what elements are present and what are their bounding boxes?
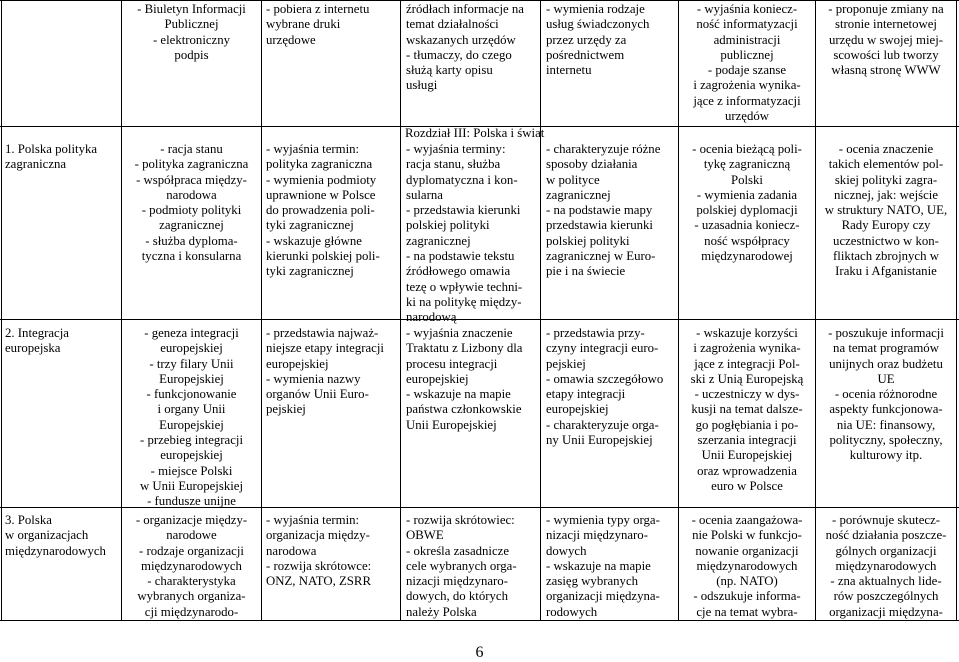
row3-extended-requirements [406,513,540,620]
row2-basic-requirements [266,326,400,418]
row1-extended-line: ki na politykę między- [406,294,522,309]
row1-basic-line: - wymienia podmioty [266,172,377,187]
row1-excellent-line: - ocenia znaczenie [838,142,934,156]
row2-very-good-line: jące z integracji Pol- [694,356,800,371]
row3-very-good-line: nie Polski w funkcjo- [692,528,802,543]
row2-content-line: - geneza integracji [144,326,239,340]
row0-very-good-line: publicznej [720,47,774,62]
row2-content-line: europejskiej [160,341,223,356]
row0-extended-line: wskazanych urzędów [406,32,516,47]
row2-excellent-requirements [816,326,956,464]
row2-excellent-line: - ocenia różnorodne [834,387,938,402]
row2-very-good-line: szerzania integracji [697,433,797,448]
row0-good-line: przez urzędy za [546,32,627,47]
row0-basic-requirements [266,2,400,48]
row1-excellent-line: nicznej, jak: wejście [833,187,939,202]
row1-good-requirements [546,142,678,280]
row0-extended-line: służą karty opisu [406,63,493,78]
row2-extended-line: Traktatu z Lizbony dla [406,341,523,356]
row2-excellent-line: polityczny, społeczny, [829,433,943,448]
row3-content-col [122,513,261,620]
row3-excellent-line: ność działania poszcze- [825,528,947,543]
row0-excellent-line: własną stronę WWW [831,63,941,78]
row1-content-line: - podmioty polityki [141,203,242,218]
row1-very-good-line: Polski [730,172,763,187]
row0-good-line: - wymienia rodzaje [546,2,645,16]
row0-content-line: - elektroniczny [152,32,231,47]
row0-excellent-line: - proponuje zmiany na [828,2,944,16]
row2-excellent-line: aspekty funkcjonowa- [829,402,943,417]
row2-content-line: - miejsce Polski [150,463,233,478]
row1-excellent-requirements [816,142,956,280]
row2-very-good-line: kusji na temat dalsze- [691,402,803,417]
row1-extended-line: polskiej polityki [406,218,490,233]
row2-good-line: ny Unii Europejskiej [546,433,653,448]
table-border-top [0,0,959,1]
row1-content-line: zagranicznej [159,218,224,233]
row0-basic-line: wybrane druki [266,17,341,32]
row0-content-line: podpis [174,47,209,62]
row2-very-good-line: go pogłębiania i po- [695,417,799,432]
row2-content-line: - funkcjonowanie [146,387,237,402]
row3-good-requirements [546,513,678,620]
row3-content-line: cji międzynarodo- [144,604,239,619]
row1-very-good-line: ność współpracy [704,233,790,248]
row0-very-good-line: ność informatyzacji [696,17,798,32]
row3-content-line: - organizacje między- [135,513,248,527]
row3-extended-line: należy Polska [406,604,477,619]
row3-very-good-line: - ocenia zaangażowa- [691,513,803,527]
row1-very-good-line: - wymienia zadania [696,187,798,202]
row2-extended-line: - wyjaśnia znaczenie [406,326,513,340]
row3-extended-line: OBWE [406,528,444,543]
row2-content-line: Europejskiej [159,371,224,386]
row2-basic-line: - przedstawia najważ- [266,326,379,340]
row1-very-good-requirements [679,142,815,264]
row0-basic-line: - pobiera z internetu [266,2,370,16]
row2-content-line: europejskiej [160,448,223,463]
row1-basic-line: - wyjaśnia termin: [266,142,360,156]
row0-very-good-line: - podaje szanse [707,63,787,78]
row3-good-line: dowych [546,543,587,558]
row1-excellent-line: takich elementów pol- [828,157,944,172]
row1-basic-line: tyki zagranicznej [266,264,354,279]
row2-extended-line: Unii Europejskiej [406,417,497,432]
row0-content-col [122,2,261,63]
row1-good-line: polskiej polityki [546,233,630,248]
row1-content-line: - współpraca między- [136,172,247,187]
row3-good-line: nizacji międzynaro- [546,528,648,543]
row0-content-line: - Biuletyn Informacji [137,2,246,16]
row1-very-good-line: polskiej dyplomacji [696,203,798,218]
row0-very-good-line: urzędów [724,109,770,124]
row3-excellent-line: międzynarodowych [835,558,937,573]
row3-excellent-requirements [816,513,956,620]
row3-content-line: - charakterystyka [147,574,236,589]
row2-good-line: europejskiej [546,402,609,417]
row2-content-col [122,326,261,510]
row2-good-line: - charakteryzuje orga- [546,417,659,432]
topic-line: 3. Polska [5,513,52,527]
page-number: 6 [475,644,484,661]
row2-very-good-line: oraz wprowadzenia [697,463,797,478]
row1-extended-line: źródłowego omawia [406,264,511,279]
row3-content-line: międzynarodowych [141,558,242,573]
row3-excellent-line: organizacji międzyna- [829,604,943,619]
row3-extended-line: dowych, do których [406,589,509,604]
row1-good-line: zagranicznej [546,187,611,202]
row1-good-line: - charakteryzuje różne [546,142,661,156]
row3-content-line: - rodzaje organizacji [139,543,244,558]
row1-content-col [122,142,261,264]
row1-excellent-line: w struktury NATO, UE, [824,203,948,218]
row1-basic-line: do prowadzenia poli- [266,203,375,218]
row0-very-good-line: jące z informatyzacji [693,93,801,108]
table-border-col5 [540,0,541,621]
row2-extended-line: - wskazuje na mapie [406,387,511,402]
row2-basic-line: pejskiej [266,402,306,417]
topic-1 [5,142,121,173]
row3-good-line: rodowych [546,604,598,619]
row0-extended-line: źródłach informacje na [406,2,524,16]
row1-extended-line: - wyjaśnia terminy: [406,142,506,156]
row1-content-line: - racja stanu [160,142,223,156]
row2-good-line: - przedstawia przy- [546,326,645,340]
row2-excellent-line: kulturowy itp. [849,448,923,463]
table-border-bottom [0,620,959,621]
row2-excellent-line: nia UE: finansowy, [836,417,936,432]
row3-extended-line: - rozwija skrótowiec: [406,513,515,527]
row3-very-good-line: nowanie organizacji [695,543,799,558]
row3-excellent-line: - zna aktualnych lide- [830,574,942,589]
row3-basic-line: narodowa [266,543,317,558]
row1-extended-line: dyplomatyczna i kon- [406,172,518,187]
row2-very-good-line: - wskazuje korzyści [696,326,798,340]
row2-good-line: - omawia szczegółowo [546,371,664,386]
topic-line: międzynarodowych [5,543,106,558]
row2-very-good-requirements [679,326,815,494]
row0-good-line: internetu [546,63,592,78]
topic-line: zagraniczna [5,157,67,172]
row2-very-good-line: Unii Europejskiej [701,448,793,463]
row1-basic-line: - wskazuje główne [266,233,362,248]
row3-very-good-requirements [679,513,815,620]
row3-very-good-line: (np. NATO) [716,574,778,589]
row3-basic-requirements [266,513,400,589]
row1-excellent-line: uczestnictwo w kon- [833,233,939,248]
row1-basic-line: kierunki polskiej poli- [266,249,380,264]
section-heading-text: Rozdział III: Polska i świat [405,126,545,140]
row0-extended-requirements [406,2,540,94]
row1-excellent-line: Iraku i Afganistanie [835,264,937,279]
row1-extended-line: narodową [406,310,457,325]
row2-basic-line: niejsze etapy integracji [266,341,384,356]
row1-basic-line: uprawnione w Polsce [266,187,376,202]
row3-basic-line: organizacja między- [266,528,370,543]
section-heading [405,126,655,141]
row1-extended-line: sularna [406,187,443,202]
row1-extended-requirements [406,142,540,326]
row3-good-line: organizacji międzyna- [546,589,660,604]
row2-extended-line: procesu integracji [406,356,498,371]
row1-basic-line: polityka zagraniczna [266,157,373,172]
row0-good-line: usług świadczonych [546,17,650,32]
row2-content-line: w Unii Europejskiej [139,478,244,493]
row2-content-line: i organy Unii [157,402,226,417]
row0-extended-line: - tłumaczy, do czego [406,47,512,62]
topic-line: europejska [5,341,61,356]
row2-content-line: - przebieg integracji [139,433,244,448]
row1-basic-requirements [266,142,400,280]
row0-content-line: Publicznej [164,17,219,32]
row2-very-good-line: - uczestniczy w dys- [694,387,800,402]
row1-good-line: - na podstawie mapy [546,203,653,218]
row0-very-good-line: administracji [713,32,781,47]
row0-good-requirements [546,2,678,78]
row1-extended-line: tezę o wpływie techni- [406,279,523,294]
row2-basic-line: organów Unii Euro- [266,387,369,402]
table-border-left [1,0,2,621]
row3-good-line: - wskazuje na mapie [546,558,651,573]
row2-content-line: - trzy filary Unii [149,356,234,371]
row2-excellent-line: unijnych oraz budżetu [829,356,943,371]
row3-good-line: - wymienia typy orga- [546,513,660,527]
row2-excellent-line: UE [877,371,895,386]
row3-extended-line: nizacji międzynaro- [406,574,508,589]
row1-basic-line: tyki zagranicznej [266,218,354,233]
row2-good-line: etapy integracji [546,387,626,402]
table-border-col4 [400,0,401,621]
row0-excellent-line: scowości lub tworzy [833,47,939,62]
row2-extended-line: państwa członkowskie [406,402,522,417]
row2-content-line: Europejskiej [159,417,224,432]
row1-excellent-line: fliktach zbrojnych w [833,249,939,264]
row1-good-line: w polityce [546,172,600,187]
row1-very-good-line: - uzasadnia koniecz- [694,218,800,233]
table-border-col3 [261,0,262,621]
topic-line: 1. Polska polityka [5,142,98,156]
row3-basic-line: - rozwija skrótowce: [266,558,372,573]
row3-content-line: wybranych organiza- [137,589,246,604]
row2-basic-line: - wymienia nazwy [266,371,361,386]
row3-basic-line: - wyjaśnia termin: [266,513,360,527]
row2-good-line: czyny integracji euro- [546,341,659,356]
row1-content-line: tyczna i konsularna [141,249,242,264]
row0-very-good-line: - wyjaśnia koniecz- [696,2,798,16]
row1-excellent-line: Rady Europy czy [841,218,931,233]
row3-excellent-line: - porównuje skutecz- [831,513,941,527]
row2-extended-line: europejskiej [406,371,469,386]
row3-very-good-line: - odszukuje informa- [693,589,801,604]
row1-extended-line: - przedstawia kierunki [406,203,521,218]
row0-very-good-requirements [679,2,815,124]
row2-extended-requirements [406,326,540,433]
row1-very-good-line: międzynarodowej [701,249,793,264]
row2-very-good-line: ski z Unią Europejską [690,371,804,386]
row2-good-line: pejskiej [546,356,586,371]
row0-basic-line: urzędowe [266,32,316,47]
topic-3 [5,513,121,559]
row1-content-line: - służba dyploma- [145,233,238,248]
row0-extended-line: usługi [406,78,438,93]
row3-very-good-line: cje na temat wybra- [696,604,798,619]
row1-extended-line: - na podstawie tekstu [406,249,515,264]
row0-excellent-line: urzędu w swojej miej- [828,32,944,47]
row1-excellent-line: skiej polityki zagra- [834,172,938,187]
row0-excellent-line: stronie internetowej [835,17,937,32]
row3-basic-line: ONZ, NATO, ZSRR [266,574,371,589]
row3-good-line: zasięg wybranych [546,574,639,589]
row0-good-line: pośrednictwem [546,47,625,62]
topic-2 [5,326,121,357]
row0-very-good-line: i zagrożenia wynika- [693,78,801,93]
row3-excellent-line: rów poszczególnych [833,589,939,604]
row1-content-line: - polityka zagraniczna [134,157,249,172]
row2-very-good-line: euro w Polsce [711,478,783,493]
row2-very-good-line: i zagrożenia wynika- [693,341,801,356]
row3-excellent-line: gólnych organizacji [835,543,937,558]
row1-good-line: sposoby działania [546,157,638,172]
row1-extended-line: zagranicznej [406,233,471,248]
row1-very-good-line: tykę zagraniczną [703,157,791,172]
row2-good-requirements [546,326,678,448]
row0-excellent-requirements [816,2,956,78]
row3-extended-line: - określa zasadnicze [406,543,510,558]
row1-very-good-line: - ocenia bieżącą poli- [692,142,802,156]
row3-very-good-line: międzynarodowych [696,558,798,573]
row1-content-line: narodowa [166,187,217,202]
table-border-right [956,0,957,621]
row1-extended-line: racja stanu, służba [406,157,501,172]
row3-extended-line: cele wybranych orga- [406,558,517,573]
row2-excellent-line: na temat programów [833,341,939,356]
topic-line: w organizacjach [5,528,89,543]
row2-basic-line: europejskiej [266,356,329,371]
row1-good-line: pie i na świecie [546,264,626,279]
row1-good-line: zagranicznej w Euro- [546,249,656,264]
row1-good-line: przedstawia kierunki [546,218,653,233]
row2-excellent-line: - poszukuje informacji [828,326,944,340]
row0-extended-line: temat działalności [406,17,499,32]
row2-content-line: - fundusze unijne [147,494,236,509]
row3-content-line: narodowe [166,528,217,543]
topic-line: 2. Integracja [5,326,69,340]
